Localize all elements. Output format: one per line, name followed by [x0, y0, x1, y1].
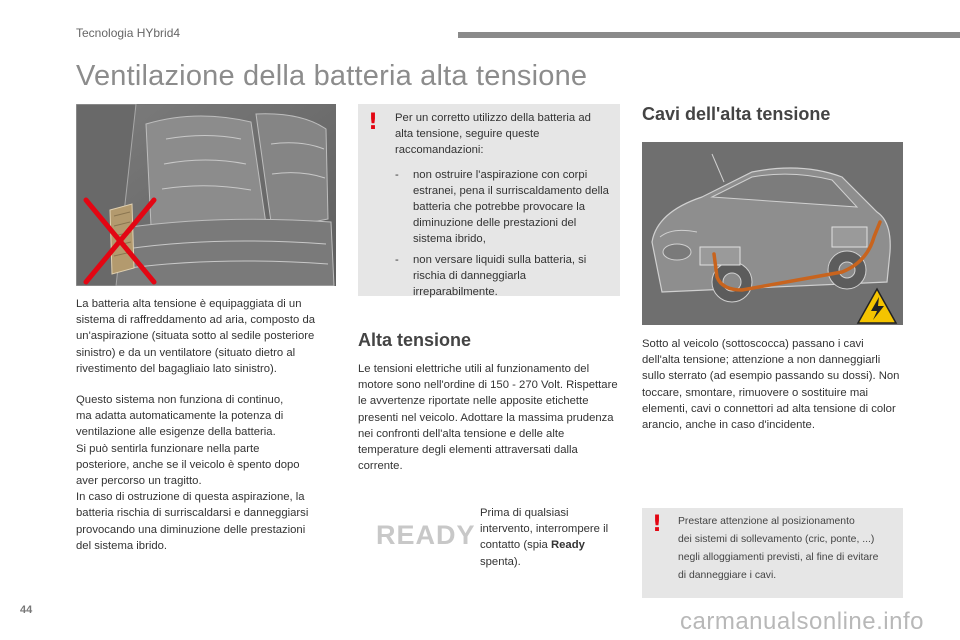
bottom-warning-line: Prestare attenzione al posizionamento: [678, 516, 855, 527]
cavi-heading: Cavi dell'alta tensione: [642, 104, 831, 124]
bullet-dash: -: [395, 253, 399, 266]
ventilation-paragraph-2-line: ma adatta automaticamente la potenza di: [76, 410, 284, 423]
ventilation-paragraph-2-line: aver percorso un tragitto.: [76, 475, 202, 488]
section-label: Tecnologia HYbrid4: [76, 26, 181, 40]
bottom-warning-text: [678, 513, 900, 585]
bullet-dash: -: [395, 168, 399, 181]
bottom-warning-line: negli alloggiamenti previsti, al fine di evitare: [678, 552, 879, 563]
page-title: Ventilazione della batteria alta tensione: [76, 60, 588, 92]
car-underbody-cable-diagram: [642, 142, 903, 325]
ventilation-paragraph-2-line: ventilazione alle esigenze della batteria.: [76, 426, 276, 439]
bottom-warning-box: [642, 508, 903, 598]
alta-tensione-body: Le tensioni elettriche utili al funzionamento del motore sono nell'ordine di 150 - 270 Volt. Rispettare le avvertenze riportate nelle apposite etichette presenti nel veicolo. Adottare la massima prudenza nei confronti dell'alta tensione e delle alte temperature degli elementi attraversati dalla corrente.: [358, 363, 618, 473]
watermark: carmanualsonline.info: [680, 608, 924, 635]
seat-illustration: [76, 104, 336, 286]
ready-note-bold: Ready: [550, 539, 585, 552]
rear-seat-photo: [76, 104, 336, 286]
ventilation-paragraph-2-line: batteria rischia di surriscaldarsi e danneggiarsi: [76, 507, 309, 520]
warning-bullet-text: non versare liquidi sulla batteria, si rischia di danneggiarla irreparabilmente.: [413, 253, 587, 299]
ready-note-after: spenta).: [480, 555, 521, 568]
car-illustration: [642, 142, 903, 325]
ventilation-paragraph-2-line: provocando una diminuzione delle prestazioni: [76, 523, 306, 536]
header-bar: [458, 32, 960, 38]
warning-intro: Per un corretto utilizzo della batteria ad alta tensione, seguire queste raccomandazioni:: [395, 112, 591, 157]
left-column-text: [76, 296, 338, 554]
ventilation-paragraph-1: La batteria alta tensione è equipaggiata di un sistema di raffreddamento ad aria, composto da un'aspirazione (situata sotto al sedile posteriore sinistro) e da un ventilatore (situato dietro al rivestimento del bagagliaio lato sinistro).: [76, 298, 316, 375]
ready-indicator-logo: READY: [376, 520, 476, 550]
ready-note-text: [480, 505, 620, 570]
warning-box: [358, 104, 620, 299]
warning-bullet: [395, 167, 610, 248]
warning-exclamation-icon: !: [368, 110, 379, 135]
ventilation-paragraph-2-line: Si può sentirla funzionare nella parte: [76, 442, 260, 455]
ready-note-before: Prima di qualsiasi intervento, interrompere il contatto (spia: [480, 507, 609, 552]
warning-bullet-text: non ostruire l'aspirazione con corpi estranei, pena il surriscaldamento della batteria che potrebbe provocare la diminuzione delle prestazioni del sistema ibrido,: [413, 168, 609, 246]
ventilation-paragraph-2-line: In caso di ostruzione di questa aspirazione, la: [76, 491, 305, 504]
ventilation-paragraph-2-line: del sistema ibrido.: [76, 539, 168, 552]
bottom-warning-line: dei sistemi di sollevamento (cric, ponte, ...): [678, 534, 875, 545]
ventilation-paragraph-2-line: posteriore, anche se il veicolo è spento dopo: [76, 458, 300, 471]
warning-bullet: [395, 252, 610, 301]
page-number: 44: [20, 604, 33, 616]
warning-exclamation-icon: !: [652, 512, 663, 537]
bottom-warning-line: di danneggiare i cavi.: [678, 570, 777, 581]
cavi-body: Sotto al veicolo (sottoscocca) passano i cavi dell'alta tensione; attenzione a non danneggiarli sullo sterrato (ad esempio passando su dossi). Non toccare, smontare, rimuovere o sostituire mai elementi, cavi o connettori ad alta tensione di color arancio, anche in caso d'incidente.: [642, 338, 900, 432]
alta-tensione-heading: Alta tensione: [358, 330, 472, 350]
warning-box-content: [395, 110, 610, 300]
ventilation-paragraph-2-line: Questo sistema non funziona di continuo,: [76, 394, 284, 407]
